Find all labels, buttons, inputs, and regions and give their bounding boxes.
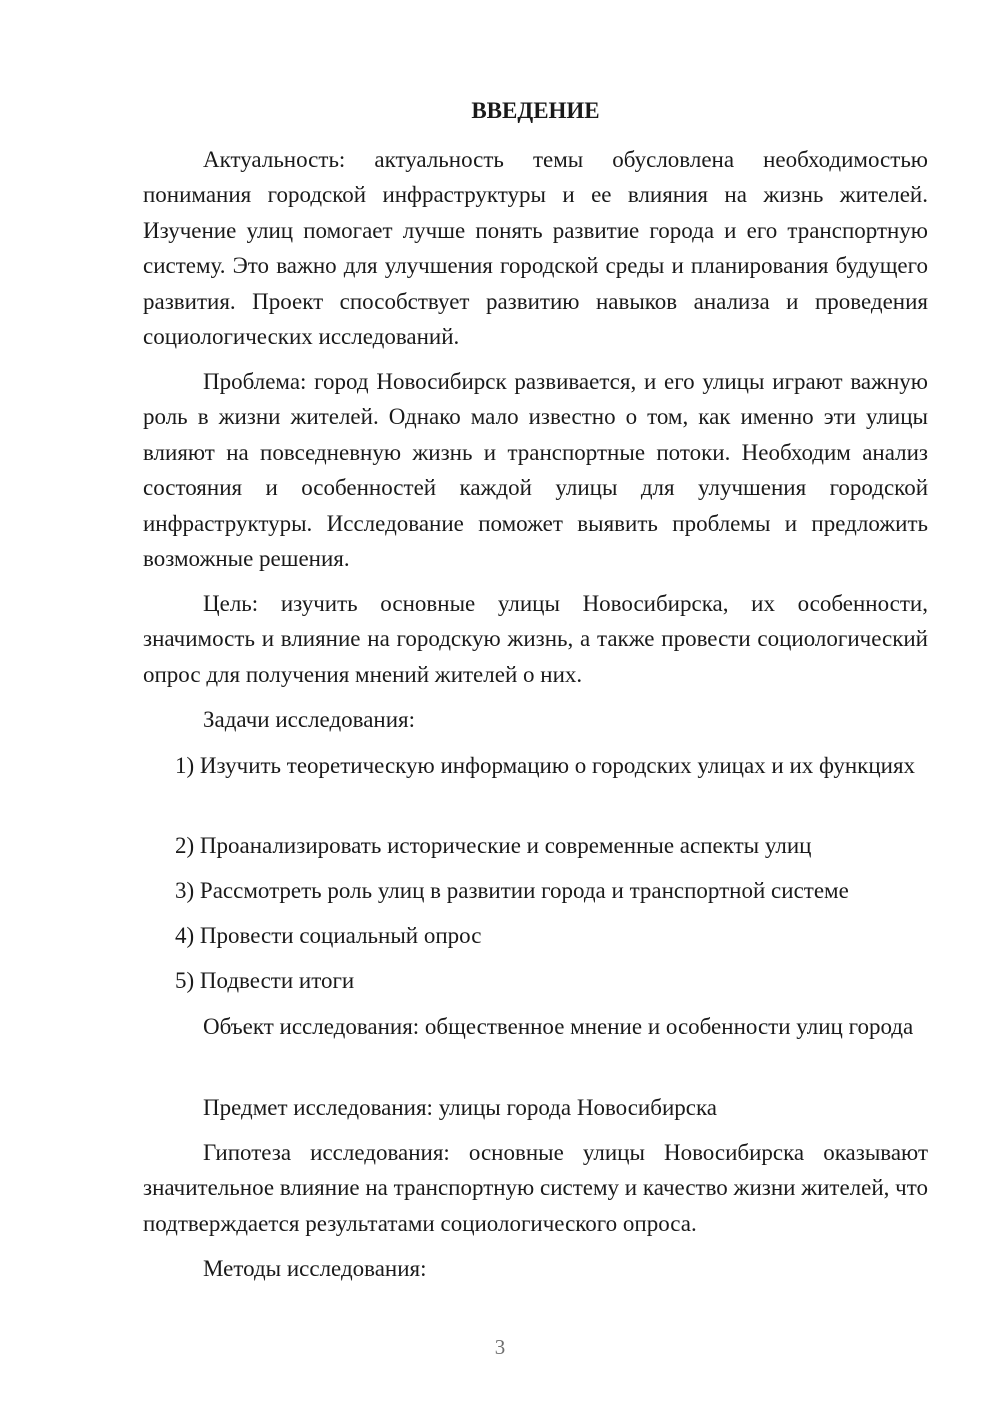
task-item-1: 1) Изучить теоретическую информацию о городских улицах и их функциях	[175, 753, 916, 778]
task-item-2: 2) Проанализировать исторические и современные аспекты улиц	[175, 833, 812, 858]
task-item-5: 5) Подвести итоги	[175, 968, 355, 993]
problem-paragraph: Проблема: город Новосибирск развивается, и его улицы играют важную роль в жизни жителей. Однако мало известно о том, как именно эти улицы влияют на повседневную жизнь и транспортные потоки. Необходим анализ состояния и особенностей каждой улицы для улучшения городской инфраструктуры. Исследование поможет выявить проблемы и предложить возможные решения.	[143, 369, 928, 572]
page-title: ВВЕДЕНИЕ	[471, 98, 600, 123]
goal-paragraph: Цель: изучить основные улицы Новосибирска, их особенности, значимость и влияние на городскую жизнь, а также провести социологический опрос для получения мнений жителей о них.	[143, 591, 928, 687]
relevance-paragraph: Актуальность: актуальность темы обусловлена необходимостью понимания городской инфраструктуры и ее влияния на жизнь жителей. Изучение улиц помогает лучше понять развитие города и его транспортную систему. Это важно для улучшения городской среды и планирования будущего развития. Проект способствует развитию навыков анализа и проведения социологических исследований.	[143, 147, 928, 350]
methods-title: Методы исследования:	[203, 1256, 427, 1281]
object-paragraph: Объект исследования: общественное мнение и особенности улиц города	[203, 1014, 914, 1039]
subject-paragraph: Предмет исследования: улицы города Новосибирска	[203, 1095, 717, 1120]
task-item-3: 3) Рассмотреть роль улиц в развитии города и транспортной системе	[175, 878, 849, 903]
page-number: 3	[494, 1335, 506, 1359]
tasks-title: Задачи исследования:	[203, 707, 416, 732]
task-item-4: 4) Провести социальный опрос	[175, 923, 482, 948]
hypothesis-paragraph: Гипотеза исследования: основные улицы Новосибирска оказывают значительное влияние на транспортную систему и качество жизни жителей, что подтверждается результатами социологического опроса.	[143, 1140, 928, 1236]
